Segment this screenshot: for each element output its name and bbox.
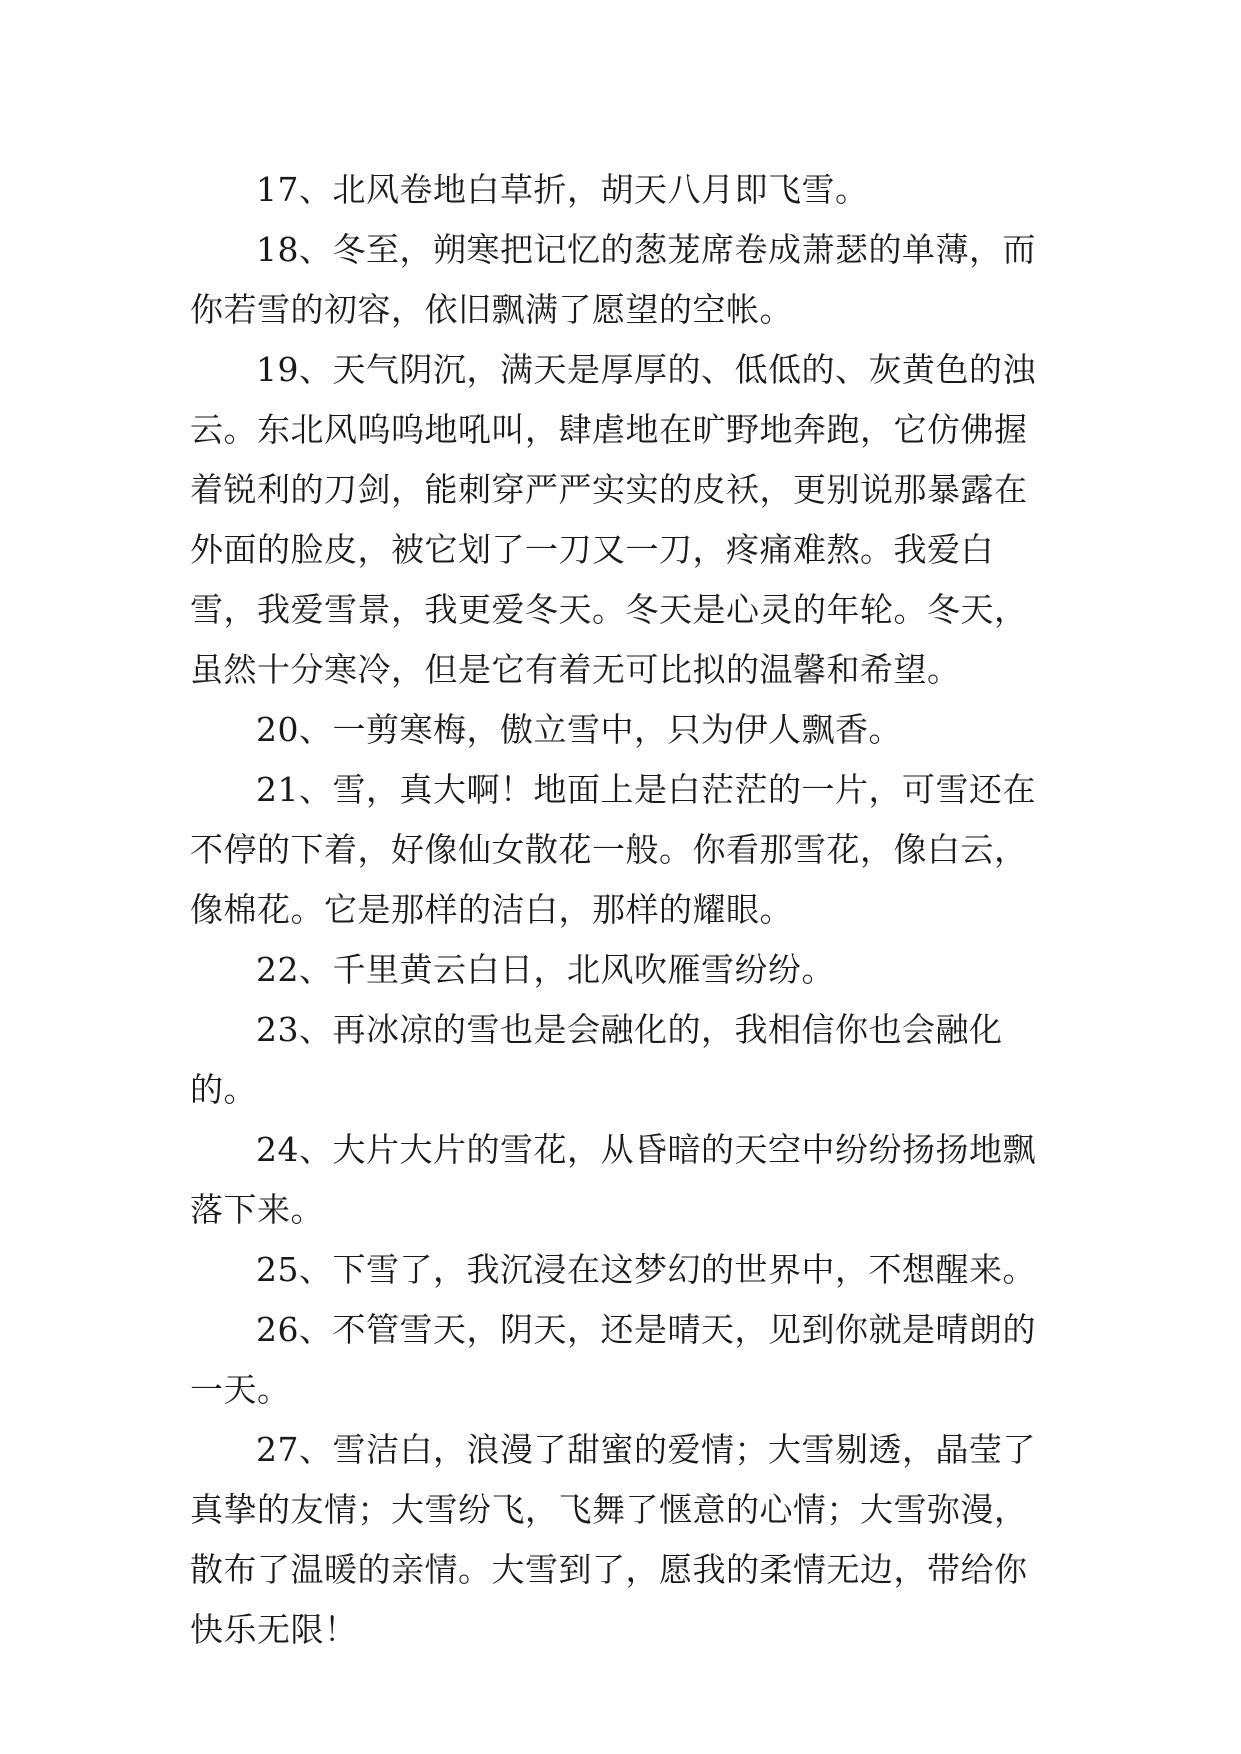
paragraph-25: 25、下雪了，我沉浸在这梦幻的世界中，不想醒来。 xyxy=(256,1250,1036,1289)
paragraph-22: 22、千里黄云白日，北风吹雁雪纷纷。 xyxy=(256,950,835,989)
paragraph-18: 18、冬至，朔寒把记忆的葱茏席卷成萧瑟的单薄，而你若雪的初容，依旧飘满了愿望的空帐。 xyxy=(190,230,1036,329)
paragraph-26: 26、不管雪天，阴天，还是晴天，见到你就是晴朗的一天。 xyxy=(190,1310,1036,1409)
paragraph-23: 23、再冰凉的雪也是会融化的，我相信你也会融化的。 xyxy=(190,1010,1003,1109)
paragraph-19: 19、天气阴沉，满天是厚厚的、低低的、灰黄色的浊云。东北风呜呜地吼叫，肆虐地在旷野地奔跑，它仿佛握着锐利的刀剑，能刺穿严严实实的皮袄，更别说那暴露在外面的脸皮，被它划了一刀又一刀，疼痛难熬。我爱白雪，我爱雪景，我更爱冬天。冬天是心灵的年轮。冬天，虽然十分寒冷，但是它有着无可比拟的温馨和希望。 xyxy=(190,350,1036,689)
paragraph-24: 24、大片大片的雪花，从昏暗的天空中纷纷扬扬地飘落下来。 xyxy=(190,1130,1036,1229)
document-body xyxy=(190,160,1056,1660)
paragraph-17: 17、北风卷地白草折，胡天八月即飞雪。 xyxy=(256,170,869,209)
paragraph-27: 27、雪洁白，浪漫了甜蜜的爱情；大雪剔透，晶莹了真挚的友情；大雪纷飞，飞舞了惬意的心情；大雪弥漫，散布了温暖的亲情。大雪到了，愿我的柔情无边，带给你快乐无限！ xyxy=(190,1430,1036,1649)
paragraph-20: 20、一剪寒梅，傲立雪中，只为伊人飘香。 xyxy=(256,710,902,749)
paragraph-21: 21、雪，真大啊！地面上是白茫茫的一片，可雪还在不停的下着，好像仙女散花一般。你看那雪花，像白云，像棉花。它是那样的洁白，那样的耀眼。 xyxy=(190,770,1036,929)
